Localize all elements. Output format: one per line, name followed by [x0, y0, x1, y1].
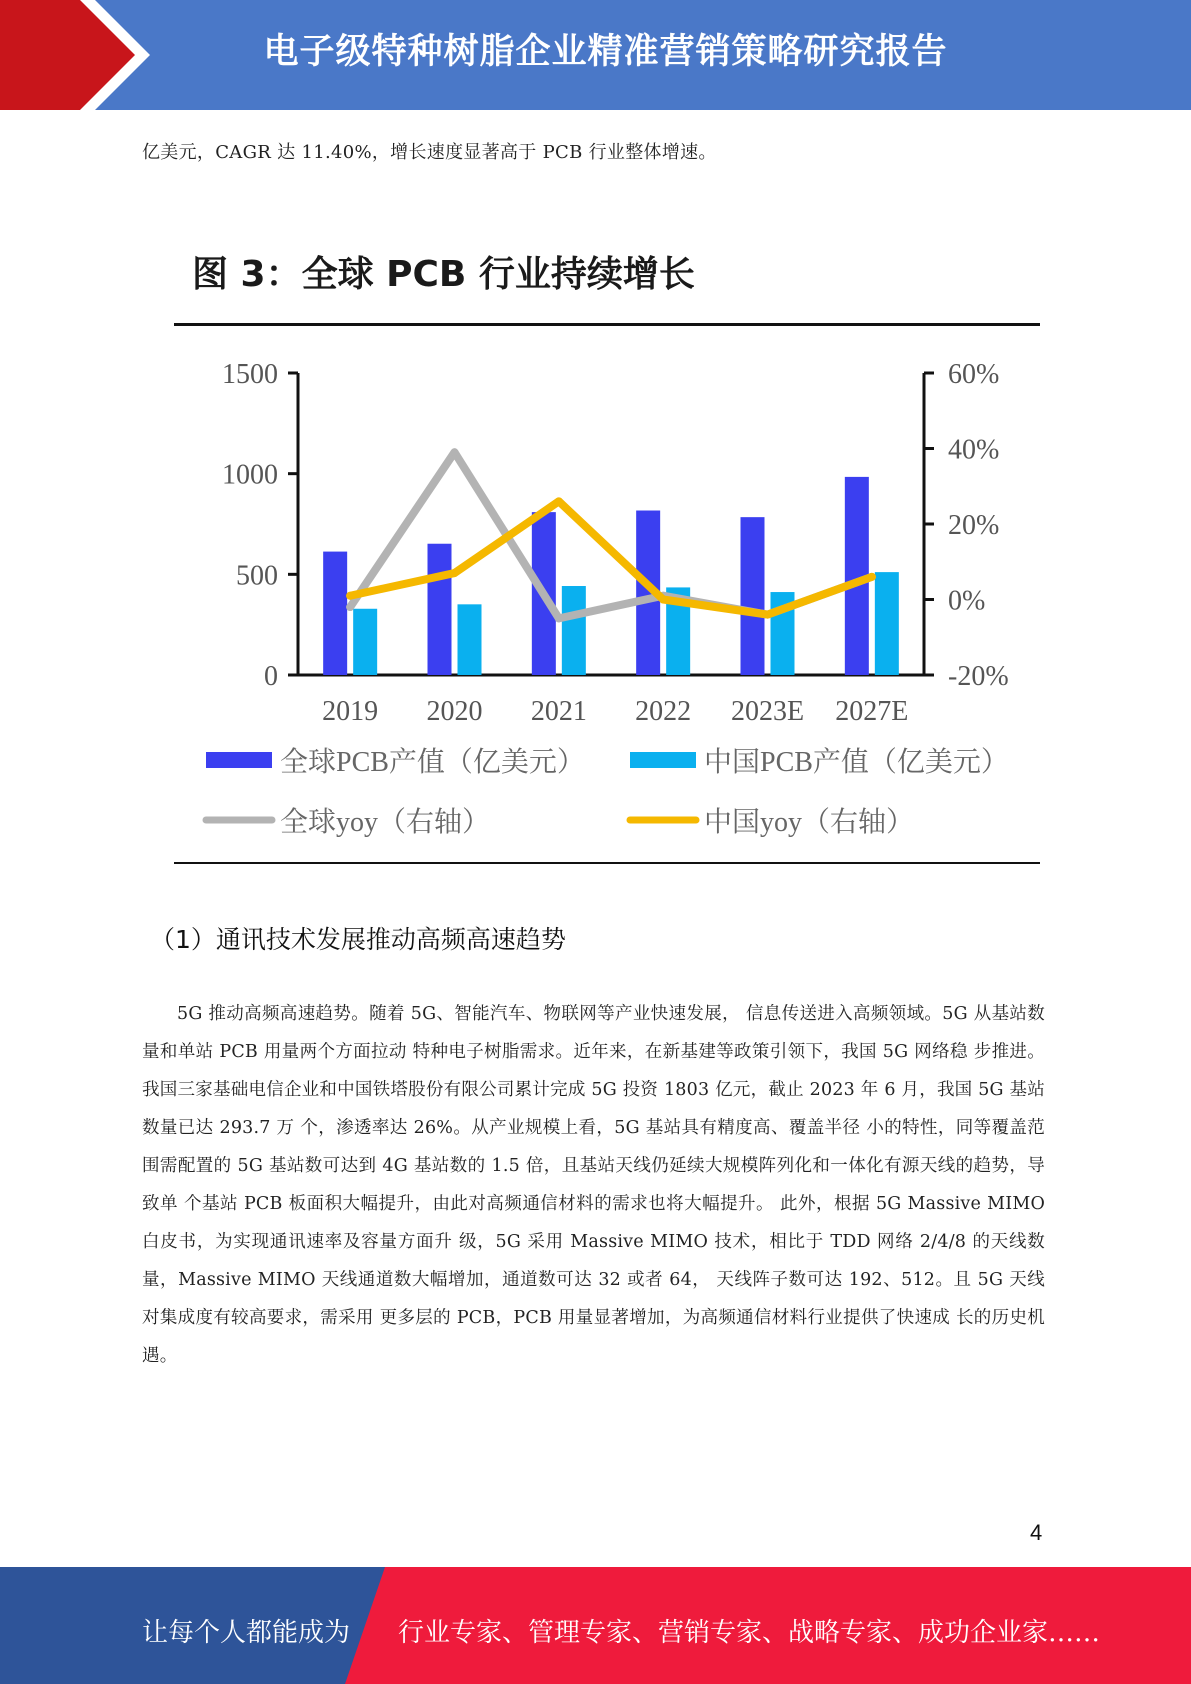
right-axis-tick-label: 60%: [948, 359, 1000, 390]
bar-global-2023E: [741, 517, 765, 675]
point-china-yoy-2027E: [868, 573, 876, 581]
x-axis-tick-label: 2019: [322, 696, 379, 727]
page-number: 4: [1030, 1520, 1043, 1545]
figure-title: 图 3：全球 PCB 行业持续增长: [192, 254, 695, 295]
right-axis-tick-label: -20%: [948, 661, 1009, 692]
legend-label-2: 全球yoy（右轴）: [280, 807, 491, 838]
legend-swatch-0: [206, 752, 272, 768]
point-china-yoy-2019: [346, 592, 354, 600]
point-china-yoy-2021: [555, 497, 563, 505]
legend-swatch-1: [630, 752, 696, 768]
left-axis-tick-label: 500: [236, 560, 278, 592]
legend-label-3: 中国yoy（右轴）: [704, 807, 915, 838]
point-china-yoy-2023E: [764, 611, 772, 619]
bar-china-2019: [353, 609, 377, 675]
legend-label-1: 中国PCB产值（亿美元）: [704, 747, 1009, 778]
bar-china-2027E: [875, 572, 899, 675]
point-global-yoy-2019: [346, 603, 354, 611]
bar-china-2020: [458, 604, 482, 675]
left-axis-tick-label: 1000: [222, 459, 278, 491]
x-axis-tick-label: 2020: [426, 696, 483, 727]
bar-global-2019: [323, 552, 347, 675]
left-axis-tick-label: 1500: [222, 359, 278, 390]
figure-bottom-rule: [174, 862, 1040, 864]
legend-label-0: 全球PCB产值（亿美元）: [280, 747, 585, 778]
right-axis-tick-label: 20%: [948, 510, 1000, 541]
section-heading: （1）通讯技术发展推动高频高速趋势: [150, 925, 566, 954]
report-title: 电子级特种树脂企业精准营销策略研究报告: [263, 32, 948, 72]
x-axis-tick-label: 2023E: [730, 696, 805, 727]
right-axis-tick-label: 40%: [948, 434, 1000, 466]
x-axis-tick-label: 2021: [530, 696, 587, 727]
footer-slogan-right: 行业专家、管理专家、营销专家、战略专家、成功企业家……: [398, 1618, 1101, 1648]
point-china-yoy-2020: [451, 569, 459, 577]
point-global-yoy-2021: [555, 614, 563, 622]
footer-slogan-left: 让每个人都能成为: [142, 1618, 351, 1648]
left-axis-tick-label: 0: [264, 661, 278, 692]
point-china-yoy-2022: [659, 596, 667, 604]
body-paragraph: 5G 推动高频高速趋势。随着 5G、智能汽车、物联网等产业快速发展， 信息传送进入高频领域。5G 从基站数量和单站 PCB 用量两个方面拉动 特种电子树脂需求。近年来，在新基建等政策引领下，我国 5G 网络稳 步推进。我国三家基础电信企业和中国铁塔股份有限公司累计完成 5G 投资 1803 亿元，截止 2023 年 6 月，我国 5G 基站数量已达 293.7 万 个，渗透率达 26%。从产业规模上看，5G 基站具有精度高、覆盖半径 小的特性，同等覆盖范围需配置的 5G 基站数可达到 4G 基站数的 1.5 倍，且基站天线仍延续大规模阵列化和一体化有源天线的趋势，导致单 个基站 PCB 板面积大幅提升，由此对高频通信材料的需求也将大幅提升。 此外，根据 5G Massive MIMO 白皮书，为实现通讯速率及容量方面升 级，5G 采用 Massive MIMO 技术，相比于 TDD 网络 2/4/8 的天线数量，Massive MIMO 天线通道数大幅增加，通道数可达 32 或者 64， 天线阵子数可达 192、512。且 5G 天线对集成度有较高要求，需采用 更多层的 PCB，PCB 用量显著增加，为高频通信材料行业提供了快速成 长的历史机遇。: [142, 1004, 1045, 1366]
x-axis-tick-label: 2027E: [835, 696, 909, 727]
lead-text: 亿美元，CAGR 达 11.40%，增长速度显著高于 PCB 行业整体增速。: [142, 142, 717, 163]
point-global-yoy-2020: [451, 448, 459, 456]
bar-china-2021: [562, 586, 586, 675]
x-axis-tick-label: 2022: [635, 696, 692, 727]
right-axis-tick-label: 0%: [948, 585, 986, 617]
bar-global-2020: [428, 544, 452, 675]
